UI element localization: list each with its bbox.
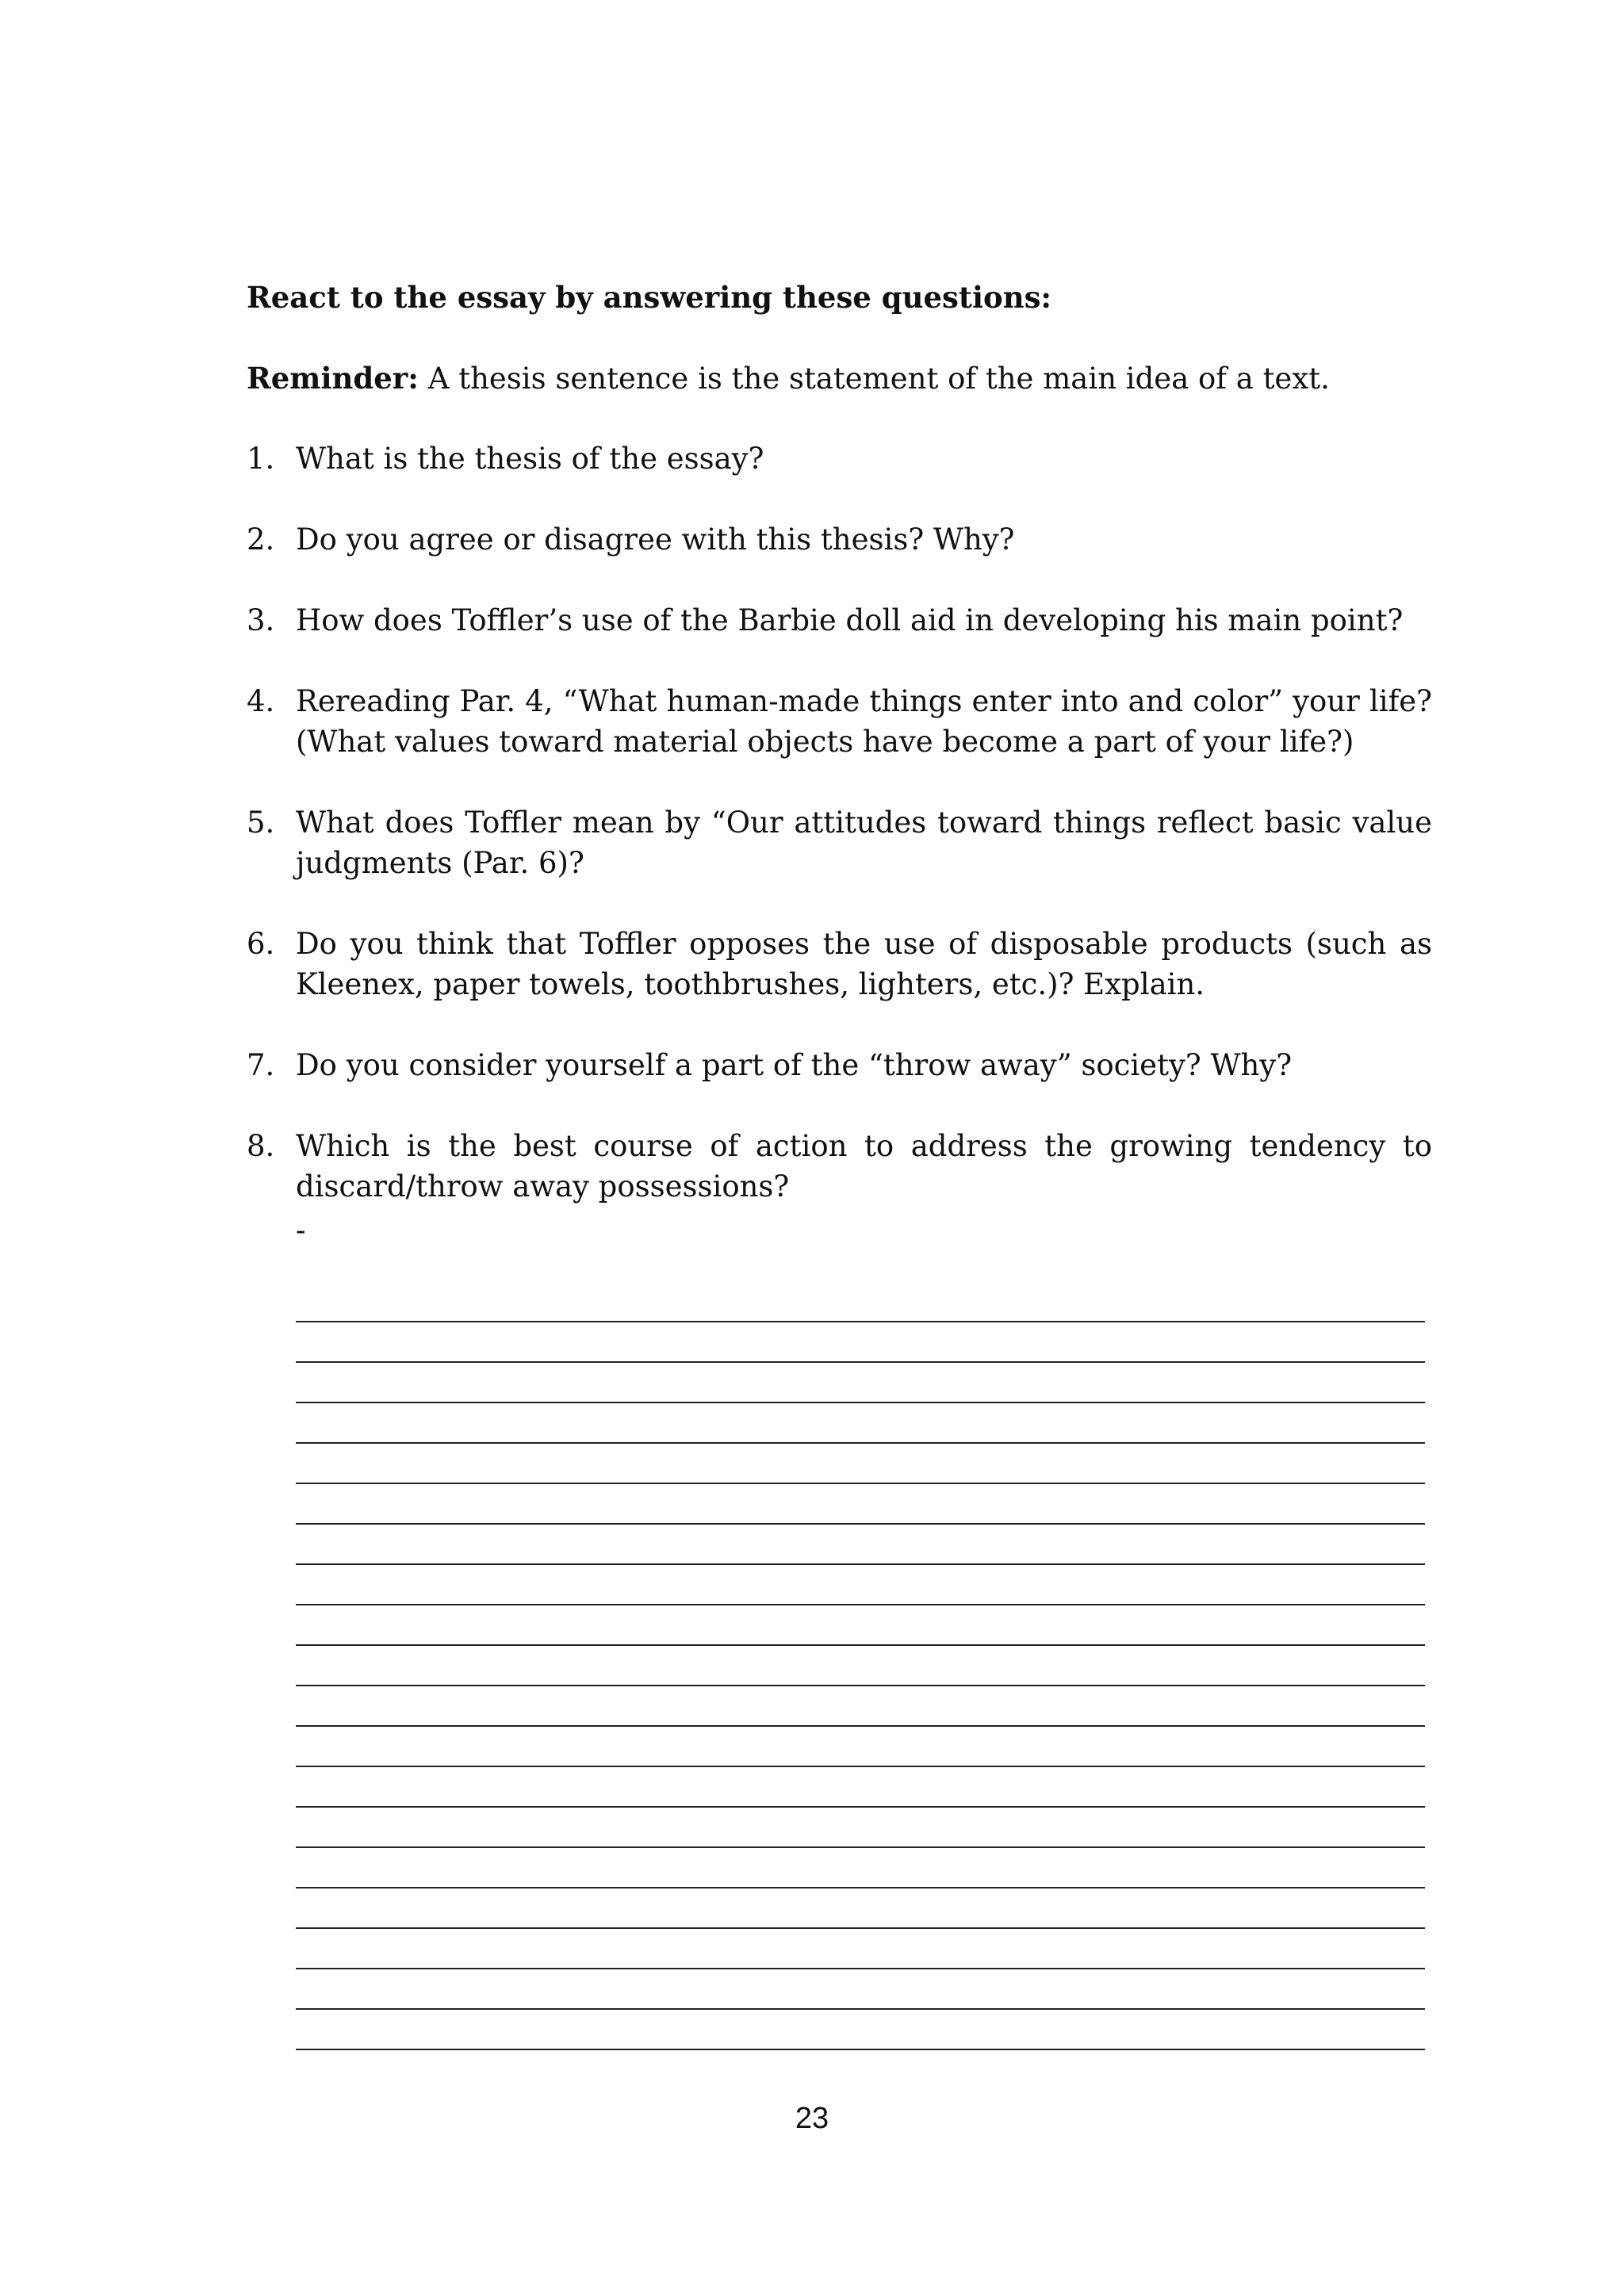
question-text: Do you consider yourself a part of the “throw away” society? Why? xyxy=(296,1048,1293,1082)
answer-line[interactable] xyxy=(296,1484,1425,1525)
question-item xyxy=(247,924,1432,1004)
answer-line[interactable] xyxy=(296,1403,1425,1444)
question-number: 7. xyxy=(247,1048,275,1082)
page-number: 23 xyxy=(795,2102,829,2135)
answer-lines[interactable] xyxy=(296,1282,1425,2050)
question-list xyxy=(247,438,1432,1247)
answer-line[interactable] xyxy=(296,1727,1425,1767)
answer-line[interactable] xyxy=(296,1646,1425,1686)
reminder-label: Reminder: xyxy=(247,361,419,396)
question-item xyxy=(247,681,1432,762)
question-text: Which is the best course of action to address the growing tendency to discard/throw away possessions? xyxy=(296,1129,1432,1203)
section-heading: React to the essay by answering these questions: xyxy=(247,280,1052,315)
answer-line[interactable] xyxy=(296,1929,1425,1969)
question-number: 5. xyxy=(247,806,275,840)
answer-line[interactable] xyxy=(296,1444,1425,1484)
question-number: 1. xyxy=(247,442,275,476)
answer-line[interactable] xyxy=(296,1808,1425,1848)
answer-line[interactable] xyxy=(296,2010,1425,2050)
answer-line[interactable] xyxy=(296,1848,1425,1888)
answer-dash: - xyxy=(296,1213,306,1247)
question-item xyxy=(247,519,1432,560)
question-number: 6. xyxy=(247,927,275,961)
answer-line[interactable] xyxy=(296,1686,1425,1727)
answer-line[interactable] xyxy=(296,1888,1425,1929)
question-text: Do you agree or disagree with this thesis? Why? xyxy=(296,522,1015,557)
question-text: How does Toffler’s use of the Barbie doll aid in developing his main point? xyxy=(296,603,1404,637)
answer-line[interactable] xyxy=(296,1605,1425,1646)
answer-line[interactable] xyxy=(296,1363,1425,1403)
question-text: What does Toffler mean by “Our attitudes toward things reflect basic value judgments (Par. 6)? xyxy=(296,806,1432,880)
question-item xyxy=(247,1126,1432,1207)
answer-line[interactable] xyxy=(296,1969,1425,2010)
answer-line[interactable] xyxy=(296,1565,1425,1605)
question-item xyxy=(247,438,1432,479)
reminder-note xyxy=(247,358,1330,399)
question-item xyxy=(247,802,1432,883)
answer-line[interactable] xyxy=(296,1525,1425,1565)
reminder-text: A thesis sentence is the statement of the main idea of a text. xyxy=(418,362,1330,396)
question-number: 8. xyxy=(247,1129,275,1163)
question-text: Do you think that Toffler opposes the use of disposable products (such as Kleenex, paper towels, toothbrushes, lighters, etc.)? Explain. xyxy=(296,927,1432,1001)
question-text: Rereading Par. 4, “What human-made things enter into and color” your life? (What values toward material objects have become a part of your life?) xyxy=(296,684,1432,759)
question-item xyxy=(247,600,1432,641)
answer-line[interactable] xyxy=(296,1322,1425,1363)
question-text: What is the thesis of the essay? xyxy=(296,442,764,476)
question-number: 2. xyxy=(247,522,275,557)
answer-line[interactable] xyxy=(296,1282,1425,1322)
question-number: 3. xyxy=(247,603,275,637)
question-number: 4. xyxy=(247,684,275,718)
answer-line[interactable] xyxy=(296,1767,1425,1808)
question-item xyxy=(247,1045,1432,1085)
